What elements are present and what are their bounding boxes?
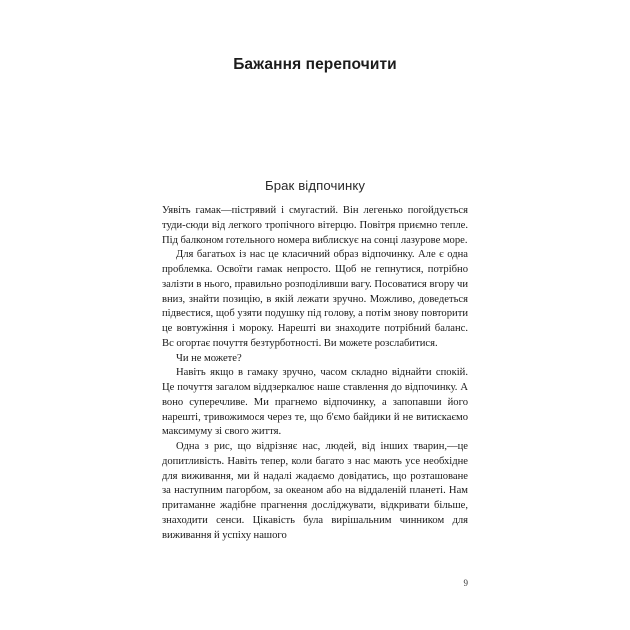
paragraph: Навіть якщо в гамаку зручно, часом складно віднайти спокій. Це почуття загалом віддзеркалює наше ставлення до відпочинку. А воно суперечливе. Ми прагнемо відпочинку, а запопавши його нарешті, тривожимося через те, що б'ємо байдики й не витискаємо максимуму зі свого життя. (162, 367, 468, 438)
page-number: 9 (463, 578, 468, 588)
paragraph: Уявіть гамак—пістрявий і смугастий. Він легенько погойдується туди-сюди від легкого тропічного вітерцю. Повітря приємно тепле. Під балконом готельного номера виблискує на сонці лазурове море. (162, 205, 468, 246)
paragraph: Чи не можете? (176, 352, 242, 364)
chapter-title: Бажання перепочити (233, 56, 397, 74)
section-heading: Брак відпочинку (264, 177, 366, 193)
paragraph: Для багатьох із нас це класичний образ відпочинку. Але є одна проблемка. Освоїти гамак непросто. Щоб не гепнутися, потрібно залізти в нього, правильно розподіливши вагу. Посоватися вгору чи вниз, знайти позицію, в якій лежати зручно. Можливо, доведеться підвестися, щоб узяти подушку під голову, а потім знову повторити це вовтужіння і мороку. Нарешті ви знаходите потрібний баланс. Вс огортає почуття безтурботності. Ви можете розслабитися. (162, 249, 468, 349)
paragraph: Одна з рис, що відрізняє нас, людей, від інших тварин,—це допитливість. Навіть тепер, коли багато з нас мають усе необхідне для виживання, ми й надалі жадаємо довідатись, що розташоване за наступним пагорбом, за океаном або на віддаленій планеті. Нам притаманне жадібне прагнення досліджувати, відкривати більше, знаходити сенси. Цікавість була вирішальним чинником для виживання й успіху нашого (162, 441, 468, 541)
body-text-column (162, 204, 468, 543)
